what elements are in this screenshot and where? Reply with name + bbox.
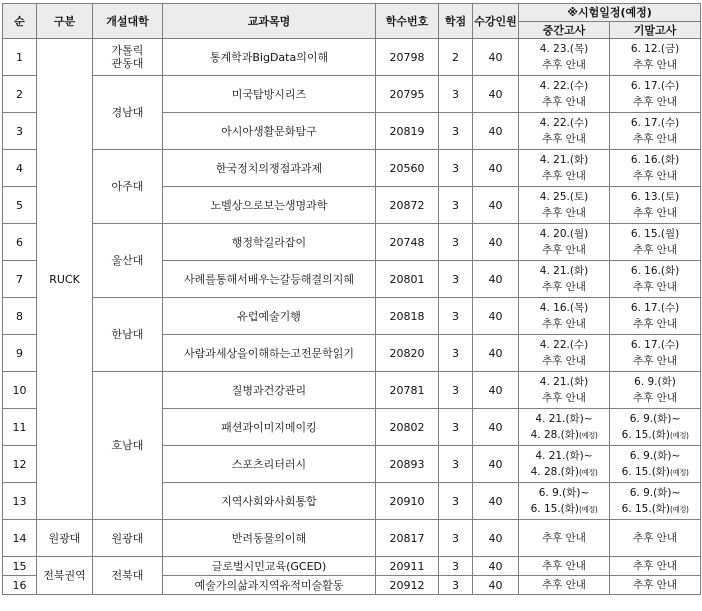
row-number: 3 (3, 113, 37, 150)
course-capacity: 40 (473, 261, 519, 298)
final-schedule (610, 520, 701, 557)
course-credit: 3 (439, 409, 473, 446)
exam-notice: 추후 안내 (633, 133, 677, 145)
exam-date: 6. 17.(수) (630, 80, 680, 92)
course-credit: 3 (439, 187, 473, 224)
course-capacity: 40 (473, 298, 519, 335)
exam-notice: 추후 안내 (633, 560, 677, 572)
course-name: 글로벌시민교육(GCED) (163, 557, 376, 576)
exam-date: 4. 21.(화) (539, 376, 589, 388)
exam-date: 4. 22.(수) (539, 80, 589, 92)
course-credit: 3 (439, 261, 473, 298)
row-number: 5 (3, 187, 37, 224)
university-wonkwang: 원광대 (93, 520, 163, 557)
exam-notice: 추후 안내 (542, 532, 586, 544)
course-credit: 3 (439, 335, 473, 372)
row-number: 8 (3, 298, 37, 335)
exam-date-start: 6. 9.(화)~ (538, 486, 590, 499)
exam-date: 6. 16.(화) (630, 265, 680, 277)
exam-date: 6. 16.(화) (630, 154, 680, 166)
final-schedule (610, 446, 701, 483)
course-name: 유럽예술기행 (163, 298, 376, 335)
row-number: 4 (3, 150, 37, 187)
table-row (3, 557, 701, 576)
midterm-schedule (519, 187, 610, 224)
final-schedule (610, 150, 701, 187)
exam-notice: 추후 안내 (542, 59, 586, 71)
header-capacity: 수강인원 (473, 4, 519, 39)
university-hannam: 한남대 (93, 298, 163, 372)
course-credit: 3 (439, 557, 473, 576)
exam-date: 4. 22.(수) (539, 339, 589, 351)
final-schedule (610, 576, 701, 595)
course-name: 노벨상으로보는생명과학 (163, 187, 376, 224)
midterm-schedule (519, 409, 610, 446)
final-schedule (610, 76, 701, 113)
exam-notice: 추후 안내 (542, 392, 586, 404)
row-number: 11 (3, 409, 37, 446)
exam-date: 6. 17.(수) (630, 302, 680, 314)
exam-notice: 추후 안내 (542, 318, 586, 330)
university-catholic: 가톨릭 관동대 (93, 39, 163, 76)
university-honam: 호남대 (93, 372, 163, 520)
course-capacity: 40 (473, 224, 519, 261)
exam-notice: 추후 안내 (633, 59, 677, 71)
course-code: 20893 (376, 446, 439, 483)
exam-date: 6. 12.(금) (630, 43, 680, 55)
course-credit: 3 (439, 113, 473, 150)
exam-date-start: 6. 9.(화)~ (629, 412, 681, 425)
exam-notice: 추후 안내 (633, 96, 677, 108)
exam-date-start: 6. 9.(화)~ (629, 449, 681, 462)
final-schedule (610, 261, 701, 298)
table-row (3, 224, 701, 261)
exam-note: (예정) (670, 430, 689, 440)
header-credit: 학점 (439, 4, 473, 39)
course-code: 20817 (376, 520, 439, 557)
course-code: 20872 (376, 187, 439, 224)
exam-notice: 추후 안내 (542, 96, 586, 108)
course-code: 20819 (376, 113, 439, 150)
course-capacity: 40 (473, 335, 519, 372)
final-schedule (610, 187, 701, 224)
final-schedule (610, 113, 701, 150)
exam-date: 6. 17.(수) (630, 117, 680, 129)
midterm-schedule (519, 557, 610, 576)
course-name: 통계학과BigData의이해 (163, 39, 376, 76)
exam-date: 4. 22.(수) (539, 117, 589, 129)
course-capacity: 40 (473, 520, 519, 557)
course-name: 질병과건강관리 (163, 372, 376, 409)
midterm-schedule (519, 113, 610, 150)
table-row (3, 39, 701, 76)
table-row (3, 76, 701, 113)
midterm-schedule (519, 372, 610, 409)
exam-date: 4. 21.(화) (539, 154, 589, 166)
exam-note: (예정) (670, 504, 689, 514)
course-name: 아시아생활문화탐구 (163, 113, 376, 150)
exam-notice: 추후 안내 (542, 207, 586, 219)
course-credit: 3 (439, 446, 473, 483)
final-schedule (610, 372, 701, 409)
header-exam: ※시험일정(예정) (519, 4, 701, 22)
midterm-schedule (519, 576, 610, 595)
midterm-schedule (519, 150, 610, 187)
exam-note: (예정) (670, 467, 689, 477)
midterm-schedule (519, 520, 610, 557)
course-code: 20560 (376, 150, 439, 187)
row-number: 10 (3, 372, 37, 409)
midterm-schedule (519, 483, 610, 520)
exam-notice: 추후 안내 (633, 318, 677, 330)
midterm-schedule (519, 76, 610, 113)
final-schedule (610, 557, 701, 576)
course-capacity: 40 (473, 557, 519, 576)
exam-date: 6. 9.(화) (634, 376, 676, 388)
course-name: 예술가의삶과지역유적미술활동 (163, 576, 376, 595)
midterm-schedule (519, 335, 610, 372)
header-code: 학수번호 (376, 4, 439, 39)
course-credit: 3 (439, 224, 473, 261)
exam-date-end: 6. 15.(화)(예정) (621, 465, 689, 478)
exam-date: 6. 15.(월) (630, 228, 680, 240)
header-course: 교과목명 (163, 4, 376, 39)
course-capacity: 40 (473, 39, 519, 76)
university-ajou: 아주대 (93, 150, 163, 224)
course-code: 20801 (376, 261, 439, 298)
table-row (3, 520, 701, 557)
group-wonkwang: 원광대 (37, 520, 93, 557)
midterm-schedule (519, 224, 610, 261)
course-name: 사례를통해서배우는갈등해결의지혜 (163, 261, 376, 298)
row-number: 7 (3, 261, 37, 298)
group-ruck: RUCK (37, 39, 93, 520)
final-schedule (610, 224, 701, 261)
university-kyungnam: 경남대 (93, 76, 163, 150)
exam-notice: 추후 안내 (542, 281, 586, 293)
course-name: 미국탐방시리즈 (163, 76, 376, 113)
exam-date-end: 4. 28.(화)(예정) (530, 428, 598, 441)
course-capacity: 40 (473, 446, 519, 483)
table-row (3, 298, 701, 335)
course-credit: 3 (439, 372, 473, 409)
course-code: 20802 (376, 409, 439, 446)
course-name: 사람과세상을이해하는고전문학읽기 (163, 335, 376, 372)
header-midterm: 중간고사 (519, 22, 610, 39)
course-credit: 3 (439, 150, 473, 187)
exam-notice: 추후 안내 (542, 579, 586, 591)
final-schedule (610, 335, 701, 372)
midterm-schedule (519, 261, 610, 298)
course-code: 20781 (376, 372, 439, 409)
course-capacity: 40 (473, 187, 519, 224)
exam-notice: 추후 안내 (542, 355, 586, 367)
midterm-schedule (519, 39, 610, 76)
course-capacity: 40 (473, 576, 519, 595)
exam-date-start: 6. 9.(화)~ (629, 486, 681, 499)
exam-notice: 추후 안내 (633, 207, 677, 219)
exam-notice: 추후 안내 (542, 560, 586, 572)
exam-date-end: 4. 28.(화)(예정) (530, 465, 598, 478)
course-name: 스포츠리터러시 (163, 446, 376, 483)
course-capacity: 40 (473, 483, 519, 520)
exam-notice: 추후 안내 (633, 244, 677, 256)
midterm-schedule (519, 298, 610, 335)
course-name: 패션과이미지메이킹 (163, 409, 376, 446)
exam-notice: 추후 안내 (633, 355, 677, 367)
exam-notice: 추후 안내 (542, 133, 586, 145)
course-capacity: 40 (473, 372, 519, 409)
row-number: 16 (3, 576, 37, 595)
exam-notice: 추후 안내 (633, 281, 677, 293)
course-code: 20798 (376, 39, 439, 76)
course-code: 20820 (376, 335, 439, 372)
row-number: 9 (3, 335, 37, 372)
row-number: 14 (3, 520, 37, 557)
row-number: 13 (3, 483, 37, 520)
table-row (3, 372, 701, 409)
course-capacity: 40 (473, 150, 519, 187)
course-code: 20912 (376, 576, 439, 595)
group-jeonbuk: 전북권역 (37, 557, 93, 595)
course-credit: 3 (439, 576, 473, 595)
course-capacity: 40 (473, 409, 519, 446)
exam-notice: 추후 안내 (542, 170, 586, 182)
table-row (3, 150, 701, 187)
exam-date: 4. 25.(토) (539, 191, 589, 203)
course-code: 20748 (376, 224, 439, 261)
course-name: 한국정치의쟁점과과제 (163, 150, 376, 187)
course-code: 20910 (376, 483, 439, 520)
exam-date: 4. 21.(화) (539, 265, 589, 277)
exam-notice: 추후 안내 (633, 532, 677, 544)
course-name: 반려동물의이해 (163, 520, 376, 557)
exam-note: (예정) (579, 467, 598, 477)
header-university: 개설대학 (93, 4, 163, 39)
course-credit: 3 (439, 520, 473, 557)
exam-date-start: 4. 21.(화)~ (535, 412, 593, 425)
exam-date-end: 6. 15.(화)(예정) (621, 428, 689, 441)
university-ulsan: 울산대 (93, 224, 163, 298)
exam-notice: 추후 안내 (633, 170, 677, 182)
course-schedule-table (2, 3, 701, 595)
exam-date: 4. 20.(월) (539, 228, 589, 240)
course-code: 20795 (376, 76, 439, 113)
row-number: 2 (3, 76, 37, 113)
course-code: 20911 (376, 557, 439, 576)
university-jeonbuk: 전북대 (93, 557, 163, 595)
exam-notice: 추후 안내 (542, 244, 586, 256)
course-capacity: 40 (473, 113, 519, 150)
midterm-schedule (519, 446, 610, 483)
exam-date-end: 6. 15.(화)(예정) (530, 502, 598, 515)
exam-date: 6. 13.(토) (630, 191, 680, 203)
exam-notice: 추후 안내 (633, 579, 677, 591)
exam-date-end: 6. 15.(화)(예정) (621, 502, 689, 515)
row-number: 12 (3, 446, 37, 483)
header-final: 기말고사 (610, 22, 701, 39)
header-group: 구분 (37, 4, 93, 39)
course-name: 행정학길라잡이 (163, 224, 376, 261)
course-capacity: 40 (473, 76, 519, 113)
course-credit: 3 (439, 483, 473, 520)
final-schedule (610, 483, 701, 520)
course-name: 지역사회와사회통합 (163, 483, 376, 520)
course-credit: 2 (439, 39, 473, 76)
final-schedule (610, 39, 701, 76)
final-schedule (610, 409, 701, 446)
course-credit: 3 (439, 76, 473, 113)
header-no: 순 (3, 4, 37, 39)
exam-date-start: 4. 21.(화)~ (535, 449, 593, 462)
course-code: 20818 (376, 298, 439, 335)
exam-notice: 추후 안내 (633, 392, 677, 404)
exam-date: 4. 16.(목) (539, 302, 589, 314)
row-number: 6 (3, 224, 37, 261)
final-schedule (610, 298, 701, 335)
exam-date: 6. 17.(수) (630, 339, 680, 351)
row-number: 15 (3, 557, 37, 576)
exam-date: 4. 23.(목) (539, 43, 589, 55)
course-credit: 3 (439, 298, 473, 335)
exam-note: (예정) (579, 430, 598, 440)
row-number: 1 (3, 39, 37, 76)
exam-note: (예정) (579, 504, 598, 514)
